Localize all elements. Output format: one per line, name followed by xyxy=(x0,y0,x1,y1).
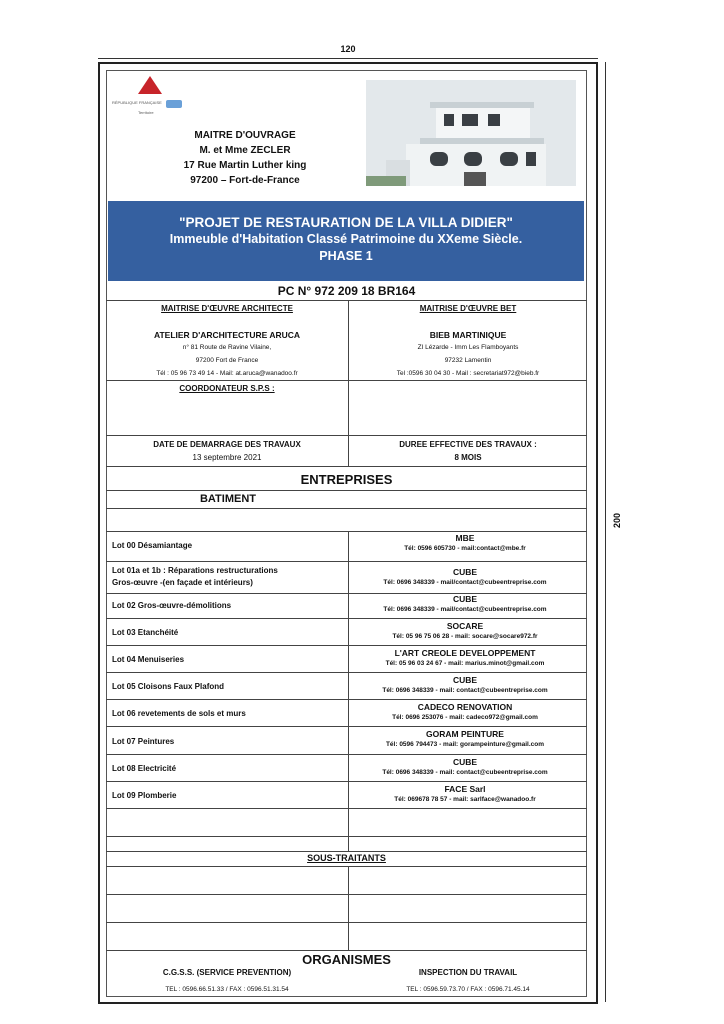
owner-block xyxy=(150,128,340,188)
lot-company: SOCARE xyxy=(446,621,484,631)
architect-contact: Tél : 05 96 73 49 14 - Mail: at.aruca@wanadoo.fr xyxy=(156,370,298,377)
lot-label: Lot 09 Plomberie xyxy=(112,791,177,800)
inspection-name: INSPECTION DU TRAVAIL xyxy=(418,968,518,977)
architect-name: ATELIER D'ARCHITECTURE ARUCA xyxy=(153,330,301,340)
architect-header: MAITRISE D'ŒUVRE ARCHITECTE xyxy=(161,304,293,313)
lot-company-cell xyxy=(348,757,582,776)
divider xyxy=(106,435,587,436)
bet-name: BIEB MARTINIQUE xyxy=(429,330,507,340)
lot-company: MBE xyxy=(455,533,475,543)
divider xyxy=(106,754,587,755)
divider xyxy=(106,950,587,951)
width-dimension: 120 xyxy=(340,44,356,54)
lot-label: Lot 00 Désamiantage xyxy=(112,541,193,550)
lot-company-cell xyxy=(348,621,582,640)
lot-company: CADECO RENOVATION xyxy=(417,702,513,712)
divider xyxy=(106,808,587,809)
lot-company-cell xyxy=(348,594,582,613)
lot-label: Lot 02 Gros-œuvre-démolitions xyxy=(112,601,232,610)
lot-contact: Tél: 0696 253076 - mail: cadeco972@gmail.com xyxy=(392,714,538,721)
owner-name: M. et Mme ZECLER xyxy=(199,145,291,156)
lot-company: FACE Sarl xyxy=(444,784,486,794)
lot-company-cell xyxy=(348,729,582,748)
divider xyxy=(106,851,587,852)
owner-title: MAITRE D'OUVRAGE xyxy=(194,130,296,141)
republique-logo-text: RÉPUBLIQUE FRANÇAISE xyxy=(112,100,162,105)
lot-label: Lot 08 Electricité xyxy=(112,764,177,773)
column-divider xyxy=(348,300,349,466)
lot-company: L'ART CREOLE DEVELOPPEMENT xyxy=(394,648,536,658)
project-title: "PROJET DE RESTAURATION DE LA VILLA DIDIER" xyxy=(179,215,513,230)
blue-logo xyxy=(166,100,182,108)
subcontractors-title: SOUS-TRAITANTS xyxy=(307,853,386,863)
lot-contact: Tél: 0696 348339 - mail/contact@cubeentreprise.com xyxy=(383,606,547,613)
divider xyxy=(106,645,587,646)
lot-company: CUBE xyxy=(452,567,478,577)
lot-contact: Tél: 05 96 03 24 67 - mail: marius.minot@gmail.com xyxy=(385,660,545,667)
cgss-contact: TEL : 0596.66.51.33 / FAX : 0596.51.31.54 xyxy=(165,986,289,993)
divider xyxy=(106,490,587,491)
divider xyxy=(106,866,587,867)
divider xyxy=(106,466,587,467)
inspection-contact: TEL : 0596.59.73.70 / FAX : 0596.71.45.14 xyxy=(406,986,530,993)
lot-company-cell xyxy=(348,675,582,694)
width-dimension-line xyxy=(98,58,598,59)
lot-company-cell xyxy=(348,567,582,586)
bet-contact: Tel :0596 30 04 30 - Mail : secretariat972@bieb.fr xyxy=(396,370,540,377)
start-date-value: 13 septembre 2021 xyxy=(192,453,262,462)
lot-company-cell xyxy=(348,533,582,552)
divider xyxy=(106,922,587,923)
lot-label: Lot 01a et 1b : Réparations restructurations xyxy=(112,566,278,575)
lot-company: CUBE xyxy=(452,594,478,604)
divider xyxy=(106,894,587,895)
territoire-logo-text: Territoire xyxy=(138,110,154,115)
lot-label: Lot 06 revetements de sols et murs xyxy=(112,709,246,718)
lot-contact: Tél: 0696 348339 - mail/contact@cubeentreprise.com xyxy=(383,579,547,586)
divider xyxy=(106,726,587,727)
lot-contact: Tél: 05 96 75 06 28 - mail: socare@socare972.fr xyxy=(392,633,538,640)
lot-company: CUBE xyxy=(452,757,478,767)
owner-street: 17 Rue Martin Luther king xyxy=(183,160,307,171)
cgss-name: C.G.S.S. (SERVICE PREVENTION) xyxy=(162,968,292,977)
height-dimension: 200 xyxy=(612,512,622,528)
lot-contact: Tél: 0596 605730 - mail:contact@mbe.fr xyxy=(404,545,526,552)
divider xyxy=(106,380,587,381)
lot-contact: Tél: 069678 78 57 - mail: sarlface@wanadoo.fr xyxy=(394,796,536,803)
architect-address-1: n° 81 Route de Ravine Vilaine, xyxy=(182,344,272,351)
start-date-label: DATE DE DEMARRAGE DES TRAVAUX xyxy=(153,440,301,449)
subcontractor-column-divider xyxy=(348,866,349,950)
lot-contact: Tél: 0696 348339 - mail: contact@cubeentreprise.com xyxy=(382,769,548,776)
lot-company-cell xyxy=(348,702,582,721)
bet-address-2: 97232 Lamentin xyxy=(444,357,492,364)
divider xyxy=(106,531,587,532)
bet-address-1: ZI Lézarde - Imm Les Flamboyants xyxy=(417,344,519,351)
duration-label: DUREE EFFECTIVE DES TRAVAUX : xyxy=(399,440,537,449)
divider xyxy=(106,618,587,619)
lot-label: Lot 05 Cloisons Faux Plafond xyxy=(112,682,225,691)
lot-contact: Tél: 0696 348339 - mail: contact@cubeentreprise.com xyxy=(382,687,548,694)
divider xyxy=(106,300,587,301)
divider xyxy=(106,699,587,700)
lot-company: GORAM PEINTURE xyxy=(426,729,504,739)
divider xyxy=(106,508,587,509)
sps-header: COORDONATEUR S.P.S : xyxy=(179,384,275,393)
permit-number: PC N° 972 209 18 BR164 xyxy=(277,284,416,298)
duration-value: 8 MOIS xyxy=(454,453,482,462)
batiment-title: BATIMENT xyxy=(199,493,256,505)
height-dimension-line xyxy=(605,62,606,1002)
lot-company: CUBE xyxy=(452,675,478,685)
lot-label: Lot 07 Peintures xyxy=(112,737,175,746)
divider xyxy=(106,836,587,837)
lot-label: Lot 03 Etanchéité xyxy=(112,628,179,637)
project-phase: PHASE 1 xyxy=(319,249,373,263)
project-banner xyxy=(108,201,584,281)
divider xyxy=(106,561,587,562)
villa-image xyxy=(366,80,576,186)
owner-city: 97200 – Fort-de-France xyxy=(190,175,300,186)
lot-label-line-2: Gros-œuvre -(en façade et intérieurs) xyxy=(112,578,253,587)
lot-label: Lot 04 Menuiseries xyxy=(112,655,185,664)
lot-company-cell xyxy=(348,648,582,667)
project-subtitle: Immeuble d'Habitation Classé Patrimoine du XXeme Siècle. xyxy=(169,232,523,246)
divider xyxy=(106,672,587,673)
organismes-title: ORGANISMES xyxy=(302,952,391,967)
entreprises-title: ENTREPRISES xyxy=(300,472,393,487)
lot-company-cell xyxy=(348,784,582,803)
bet-header: MAITRISE D'ŒUVRE BET xyxy=(419,304,517,313)
architect-address-2: 97200 Fort de France xyxy=(195,357,259,364)
divider xyxy=(106,781,587,782)
lot-contact: Tél: 0596 794473 - mail: gorampeinture@gmail.com xyxy=(385,741,545,748)
